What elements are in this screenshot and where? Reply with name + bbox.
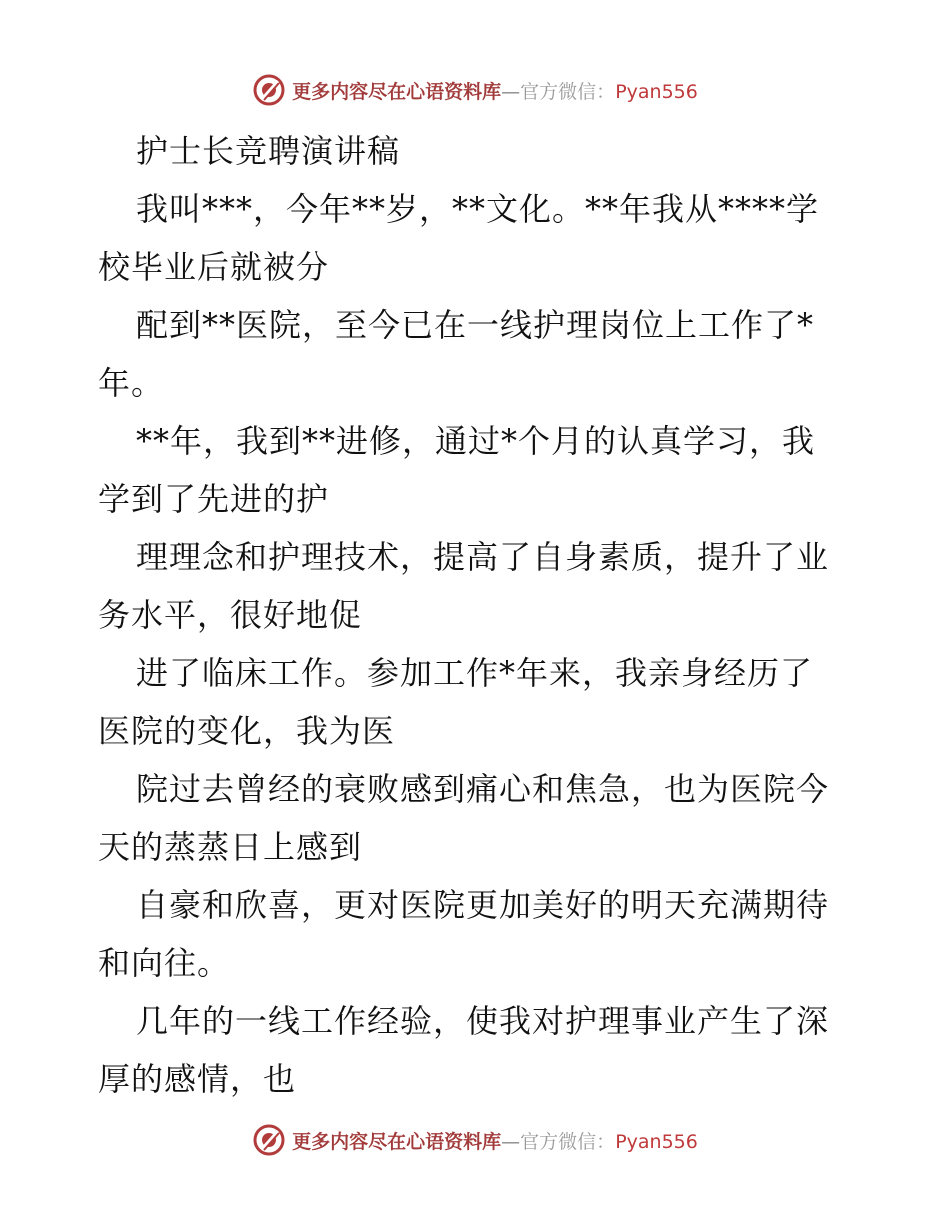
banner-wechat-id: Pyan556 — [615, 80, 698, 103]
doc-line: 学到了先进的护 — [98, 480, 330, 518]
doc-line: 我叫***，今年**岁，**文化。**年我从****学 — [136, 190, 820, 228]
doc-line: 配到**医院，至今已在一线护理岗位上工作了* — [136, 306, 815, 344]
banner-dash: — — [501, 80, 521, 103]
document-body — [98, 122, 858, 1108]
doc-line: 几年的一线工作经验，使我对护理事业产生了深 — [136, 1002, 830, 1040]
banner-main-text: 更多内容尽在心语资料库 — [292, 1130, 502, 1153]
doc-line: 医院的变化，我为医 — [98, 712, 396, 750]
doc-line: 天的蒸蒸日上感到 — [98, 828, 363, 866]
doc-line: 院过去曾经的衰败感到痛心和焦急，也为医院今 — [136, 770, 830, 808]
doc-line: 校毕业后就被分 — [98, 248, 330, 286]
footer-banner — [0, 1120, 950, 1160]
banner-dash: — — [501, 1130, 521, 1153]
doc-line: 理理念和护理技术，提高了自身素质，提升了业 — [136, 538, 830, 576]
doc-line: 厚的感情，也 — [98, 1060, 297, 1098]
doc-title: 护士长竞聘演讲稿 — [136, 132, 401, 170]
doc-line: 和向往。 — [98, 944, 231, 982]
logo-icon — [252, 1123, 286, 1157]
doc-line: 年。 — [98, 364, 165, 402]
doc-line: **年，我到**进修，通过*个月的认真学习，我 — [136, 422, 816, 460]
doc-line: 自豪和欣喜，更对医院更加美好的明天充满期待 — [136, 886, 830, 924]
doc-line: 进了临床工作。参加工作*年来，我亲身经历了 — [136, 654, 814, 692]
banner-label: 官方微信： — [520, 1130, 616, 1153]
doc-line: 务水平，很好地促 — [98, 596, 363, 634]
banner-wechat-id: Pyan556 — [615, 1130, 698, 1153]
logo-icon — [252, 73, 286, 107]
banner-main-text: 更多内容尽在心语资料库 — [292, 80, 502, 103]
header-banner — [0, 70, 950, 110]
banner-label: 官方微信： — [520, 80, 616, 103]
